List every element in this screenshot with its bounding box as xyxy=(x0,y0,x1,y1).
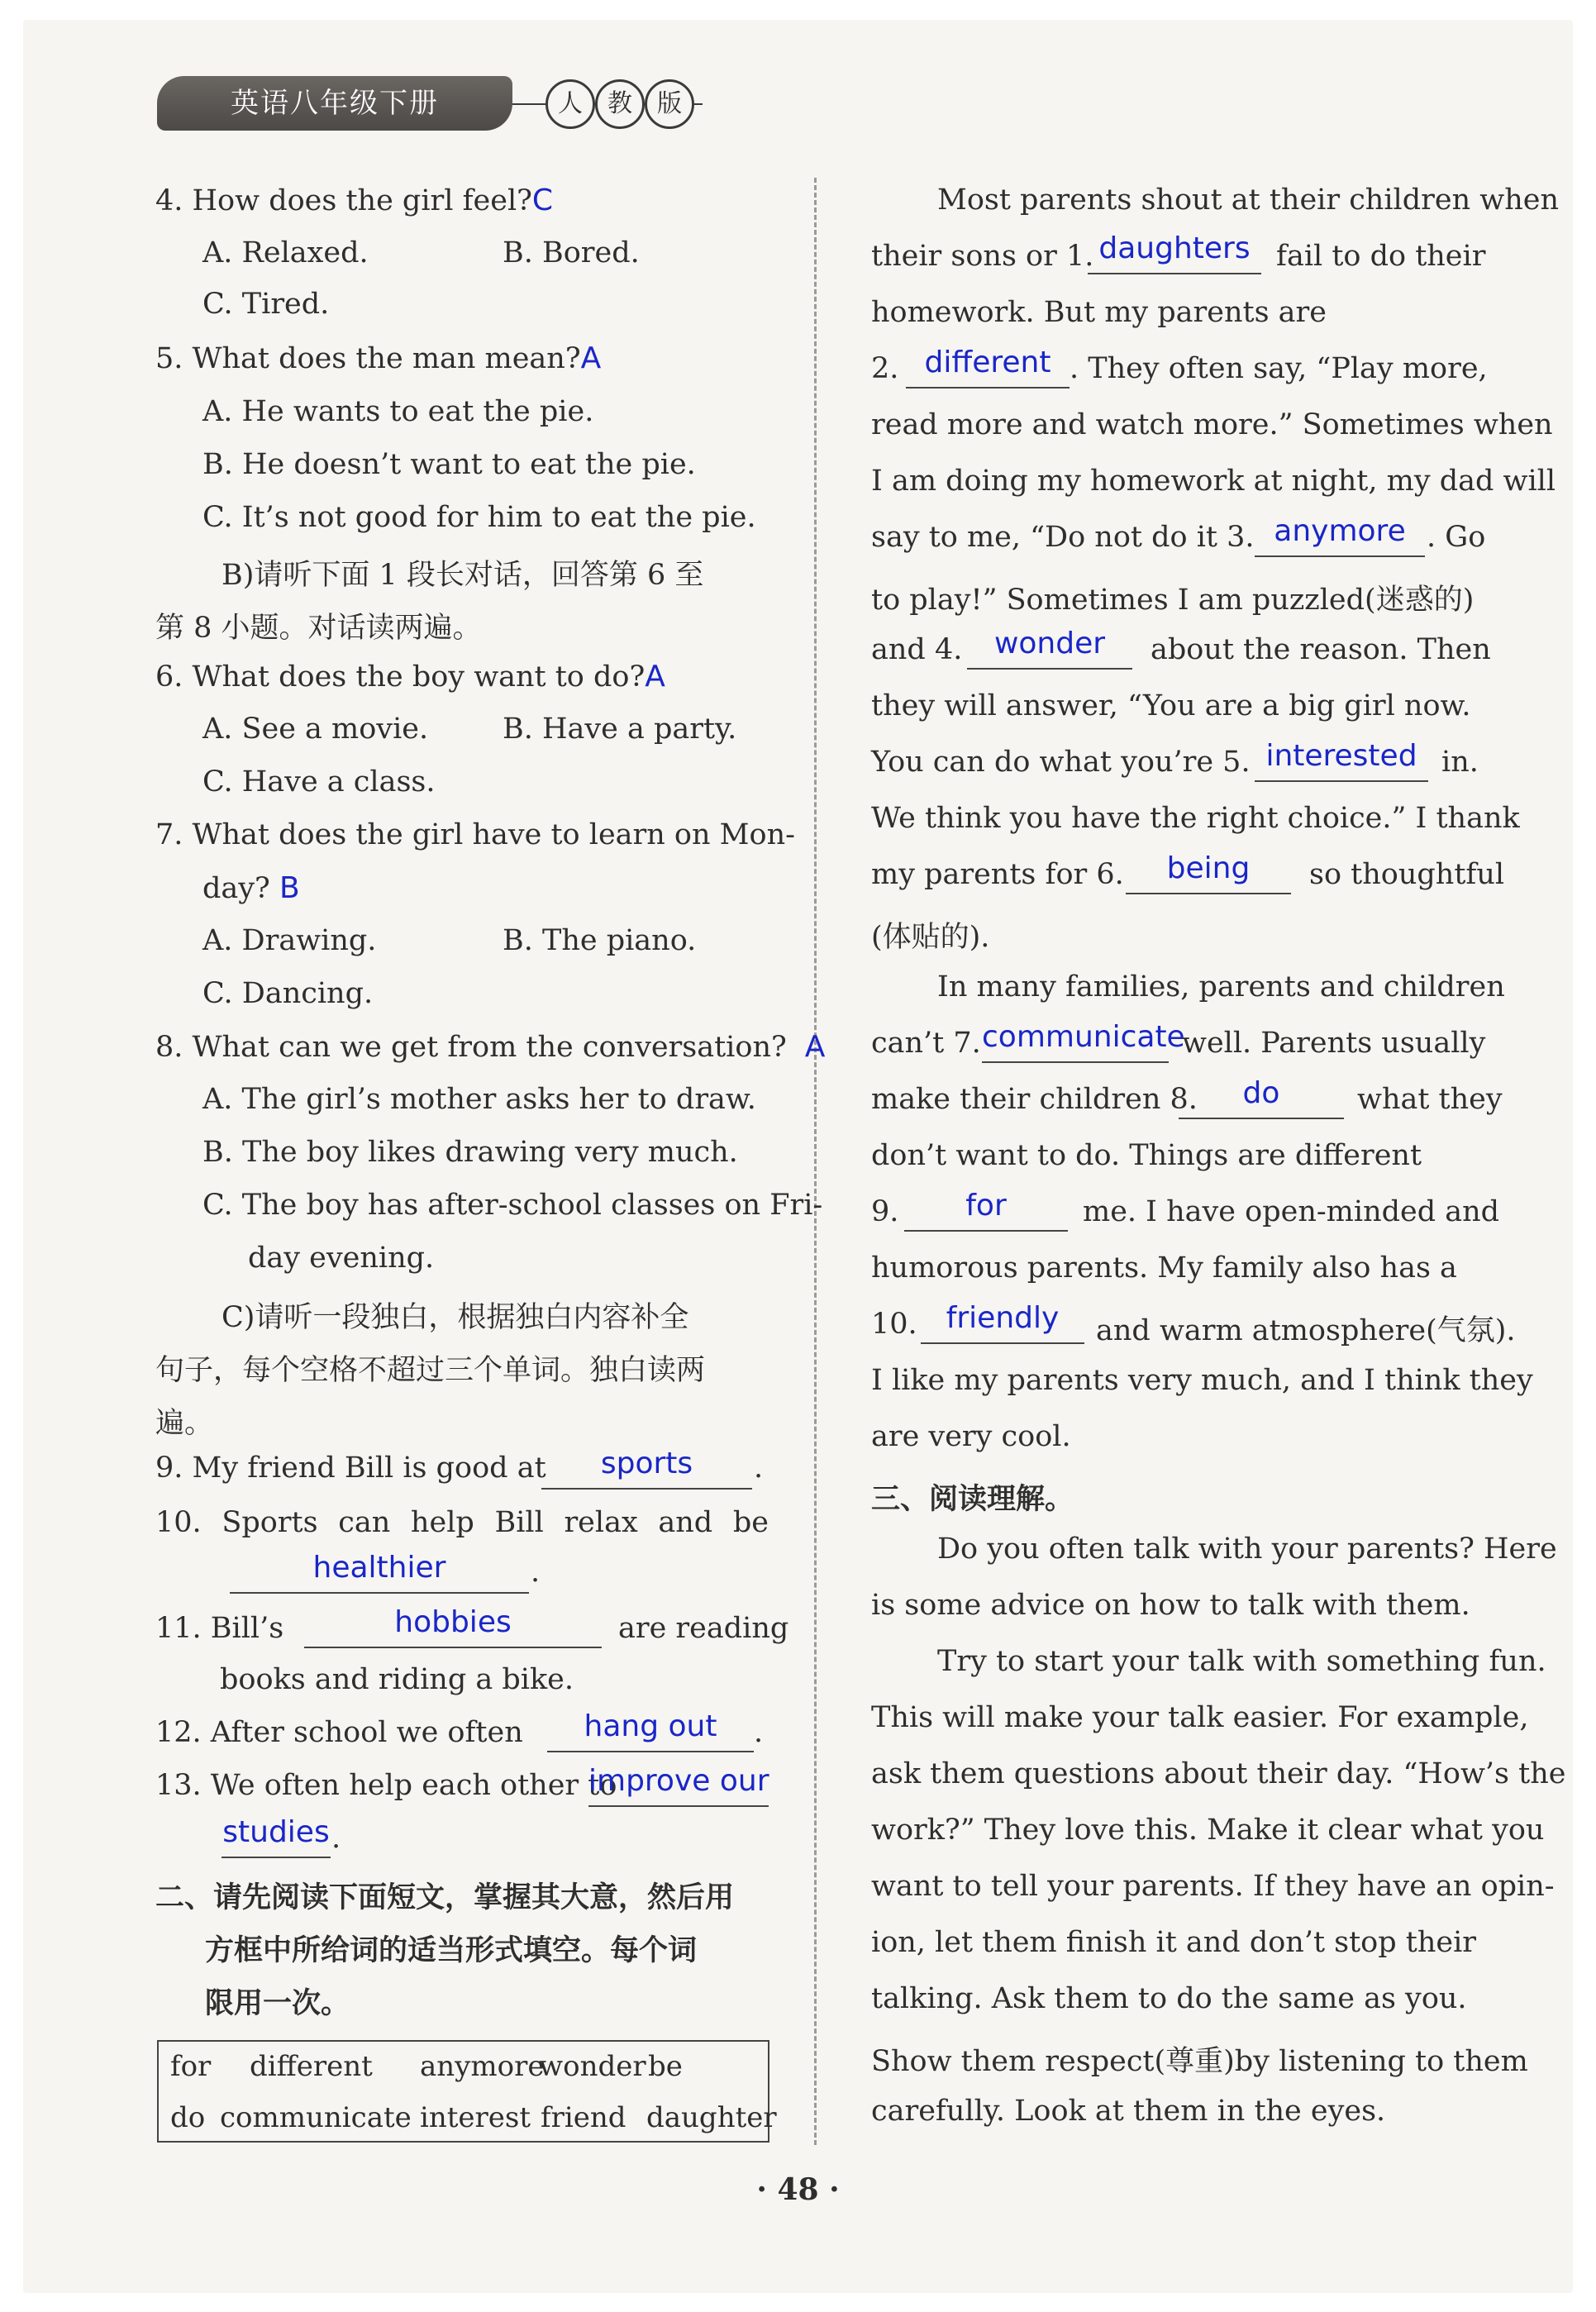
passage-line: are very cool. xyxy=(871,1420,1071,1453)
q6-option-b: B. Have a party. xyxy=(503,713,737,746)
question-13: 13. We often help each other to xyxy=(155,1769,617,1802)
q5-option-b: B. He doesn’t want to eat the pie. xyxy=(202,448,696,481)
reading-line: ion, let them finish it and don’t stop their xyxy=(871,1926,1477,1959)
question-8: 8. What can we get from the conversation? A xyxy=(155,1030,826,1064)
blank-2 xyxy=(906,387,1070,389)
reading-line: is some advice on how to talk with them. xyxy=(871,1589,1470,1622)
section-b-instruction-1: B)请听下面 1 段长对话，回答第 6 至 xyxy=(222,559,704,592)
section-3-heading: 三、阅读理解。 xyxy=(871,1483,1074,1516)
q6-option-c: C. Have a class. xyxy=(202,765,436,798)
passage-line: to play!” Sometimes I am puzzled(迷惑的) xyxy=(871,584,1475,617)
column-divider xyxy=(814,178,817,2145)
reading-line: Try to start your talk with something fun. xyxy=(937,1645,1546,1678)
word-bank-word: wonder xyxy=(539,2050,646,2083)
answer-blank-6: being xyxy=(1166,851,1251,885)
passage-line: their sons or 1. xyxy=(871,240,1094,273)
badge-char-3: 版 xyxy=(645,79,694,129)
passage-line: say to me, “Do not do it 3. xyxy=(871,521,1255,554)
q10-blank xyxy=(230,1592,529,1594)
q13-blank-1 xyxy=(588,1805,769,1807)
passage-line: homework. But my parents are xyxy=(871,296,1327,329)
word-bank-word: different xyxy=(250,2050,373,2083)
passage-line: . They often say, “Play more, xyxy=(1070,352,1488,385)
answer-5: A xyxy=(580,341,602,375)
question-6: 6. What does the boy want to do?A xyxy=(155,660,665,694)
question-11-line-2: books and riding a bike. xyxy=(220,1663,574,1696)
section-2-heading-2: 方框中所给词的适当形式填空。每个词 xyxy=(205,1934,698,1967)
passage-line: don’t want to do. Things are different xyxy=(871,1139,1422,1172)
word-bank-word: for xyxy=(170,2050,212,2083)
word-bank-word: friend xyxy=(541,2101,626,2134)
q8-option-c-line-2: day evening. xyxy=(248,1242,435,1275)
reading-line: This will make your talk easier. For example, xyxy=(871,1701,1529,1734)
q6-option-a: A. See a movie. xyxy=(202,713,429,746)
q9-period: . xyxy=(754,1452,764,1485)
passage-line: read more and watch more.” Sometimes when xyxy=(871,408,1553,441)
blank-1 xyxy=(1088,273,1261,274)
word-bank-word: interest xyxy=(420,2101,531,2134)
q7-option-c: C. Dancing. xyxy=(202,977,374,1010)
q12-period: . xyxy=(754,1716,764,1749)
book-title: 英语八年级下册 xyxy=(157,76,512,131)
section-c-instruction-1: C)请听一段独白，根据独白内容补全 xyxy=(222,1301,689,1334)
question-10: 10. Sports can help Bill relax and be xyxy=(155,1506,769,1539)
blank-7 xyxy=(982,1061,1169,1063)
passage-line: in. xyxy=(1441,746,1479,779)
passage-line: about the reason. Then xyxy=(1151,633,1491,666)
reading-line: want to tell your parents. If they have an opin- xyxy=(871,1870,1555,1903)
answer-7: B xyxy=(279,871,300,905)
reading-line: Do you often talk with your parents? Here xyxy=(937,1533,1557,1566)
passage-line: We think you have the right choice.” I thank xyxy=(871,802,1520,835)
passage-line: and 4. xyxy=(871,633,963,666)
question-11: 11. Bill’s xyxy=(155,1612,284,1645)
answer-blank-8: do xyxy=(1242,1076,1280,1110)
answer-11: hobbies xyxy=(394,1605,512,1639)
answer-13-part-2: studies xyxy=(222,1815,330,1849)
reading-line: Show them respect(尊重)by listening to them xyxy=(871,2045,1528,2078)
q12-blank xyxy=(547,1751,754,1752)
passage-line: 9. xyxy=(871,1195,899,1228)
section-c-instruction-3: 遍。 xyxy=(155,1407,214,1440)
q13-period: . xyxy=(331,1822,341,1855)
answer-blank-2: different xyxy=(924,346,1051,379)
reading-line: work?” They love this. Make it clear what you xyxy=(871,1814,1545,1847)
q7-option-b: B. The piano. xyxy=(503,924,697,957)
badge-char-2: 教 xyxy=(595,79,645,129)
passage-line: my parents for 6. xyxy=(871,858,1124,891)
blank-8 xyxy=(1179,1118,1344,1119)
blank-9 xyxy=(904,1230,1068,1232)
passage-line: I am doing my homework at night, my dad will xyxy=(871,465,1556,498)
answer-12: hang out xyxy=(584,1709,717,1743)
passage-line: In many families, parents and children xyxy=(937,970,1505,1003)
word-bank-box xyxy=(157,2040,777,2143)
page-number: · 48 · xyxy=(756,2172,840,2207)
word-bank-word: be xyxy=(648,2050,683,2083)
q7-option-a: A. Drawing. xyxy=(202,924,377,957)
answer-blank-7: communicate xyxy=(982,1020,1185,1054)
q8-option-b: B. The boy likes drawing very much. xyxy=(202,1136,738,1169)
question-12: 12. After school we often xyxy=(155,1716,523,1749)
section-2-heading-1: 二、请先阅读下面短文，掌握其大意，然后用 xyxy=(155,1881,735,1914)
page-header xyxy=(157,76,703,134)
question-4: 4. How does the girl feel?C xyxy=(155,184,554,217)
question-5: 5. What does the man mean?A xyxy=(155,341,602,375)
reading-line: ask them questions about their day. “How’s the xyxy=(871,1757,1566,1790)
answer-blank-4: wonder xyxy=(993,627,1106,660)
passage-line: what they xyxy=(1357,1083,1503,1116)
word-bank-word: communicate xyxy=(220,2101,412,2134)
question-7-line-1: 7. What does the girl have to learn on Mon- xyxy=(155,818,795,851)
answer-8: A xyxy=(804,1030,826,1064)
question-7-line-2: day? B xyxy=(202,871,300,905)
passage-line: I like my parents very much, and I think they xyxy=(871,1364,1533,1397)
answer-blank-3: anymore xyxy=(1274,514,1406,548)
q4-option-a: A. Relaxed. xyxy=(202,236,369,269)
passage-line: can’t 7. xyxy=(871,1027,981,1060)
passage-line: humorous parents. My family also has a xyxy=(871,1251,1457,1285)
q8-option-c-line-1: C. The boy has after-school classes on Fri- xyxy=(202,1189,823,1222)
q11-blank xyxy=(304,1647,602,1648)
q5-option-c: C. It’s not good for him to eat the pie. xyxy=(202,501,756,534)
word-bank-word: do xyxy=(170,2101,206,2134)
passage-line: so thoughtful xyxy=(1309,858,1505,891)
q4-option-b: B. Bored. xyxy=(503,236,640,269)
word-bank-word: daughter xyxy=(646,2101,777,2134)
answer-blank-5: interested xyxy=(1265,739,1417,773)
q13-blank-2 xyxy=(222,1857,331,1858)
answer-blank-1: daughters xyxy=(1098,231,1251,265)
answer-10: healthier xyxy=(312,1551,446,1585)
passage-line: me. I have open-minded and xyxy=(1083,1195,1500,1228)
q9-blank xyxy=(541,1488,752,1490)
q5-option-a: A. He wants to eat the pie. xyxy=(202,395,594,428)
blank-4 xyxy=(967,668,1132,670)
blank-6 xyxy=(1126,893,1291,894)
passage-line: well. Parents usually xyxy=(1182,1027,1486,1060)
answer-9: sports xyxy=(600,1447,693,1480)
passage-line: 10. xyxy=(871,1308,917,1341)
answer-13-part-1: improve our xyxy=(588,1764,769,1798)
answer-6: A xyxy=(645,660,665,694)
q4-option-c: C. Tired. xyxy=(202,288,330,321)
blank-3 xyxy=(1255,555,1425,557)
answer-blank-10: friendly xyxy=(946,1301,1060,1335)
passage-line: they will answer, “You are a big girl now. xyxy=(871,689,1471,722)
badge-char-1: 人 xyxy=(545,79,595,129)
answer-4: C xyxy=(531,184,554,217)
reading-line: carefully. Look at them in the eyes. xyxy=(871,2095,1386,2128)
passage-line: 2. xyxy=(871,352,899,385)
passage-line: (体贴的). xyxy=(871,921,990,954)
section-b-instruction-2: 第 8 小题。对话读两遍。 xyxy=(155,612,482,645)
section-c-instruction-2: 句子，每个空格不超过三个单词。独白读两 xyxy=(155,1354,706,1387)
blank-5 xyxy=(1255,780,1428,782)
passage-line: Most parents shout at their children when xyxy=(937,184,1560,217)
blank-10 xyxy=(921,1342,1084,1344)
question-9: 9. My friend Bill is good at xyxy=(155,1452,546,1485)
word-bank-word: anymore xyxy=(420,2050,545,2083)
passage-line: and warm atmosphere(气氛). xyxy=(1096,1314,1516,1347)
passage-line: fail to do their xyxy=(1276,240,1486,273)
reading-line: talking. Ask them to do the same as you. xyxy=(871,1982,1467,2015)
section-2-heading-3: 限用一次。 xyxy=(205,1987,350,2020)
q11-after: are reading xyxy=(618,1612,789,1645)
passage-line: make their children 8. xyxy=(871,1083,1198,1116)
q10-period: . xyxy=(531,1556,541,1589)
q8-option-a: A. The girl’s mother asks her to draw. xyxy=(202,1083,756,1116)
passage-line: You can do what you’re 5. xyxy=(871,746,1251,779)
answer-blank-9: for xyxy=(965,1189,1007,1223)
passage-line: . Go xyxy=(1427,521,1486,554)
